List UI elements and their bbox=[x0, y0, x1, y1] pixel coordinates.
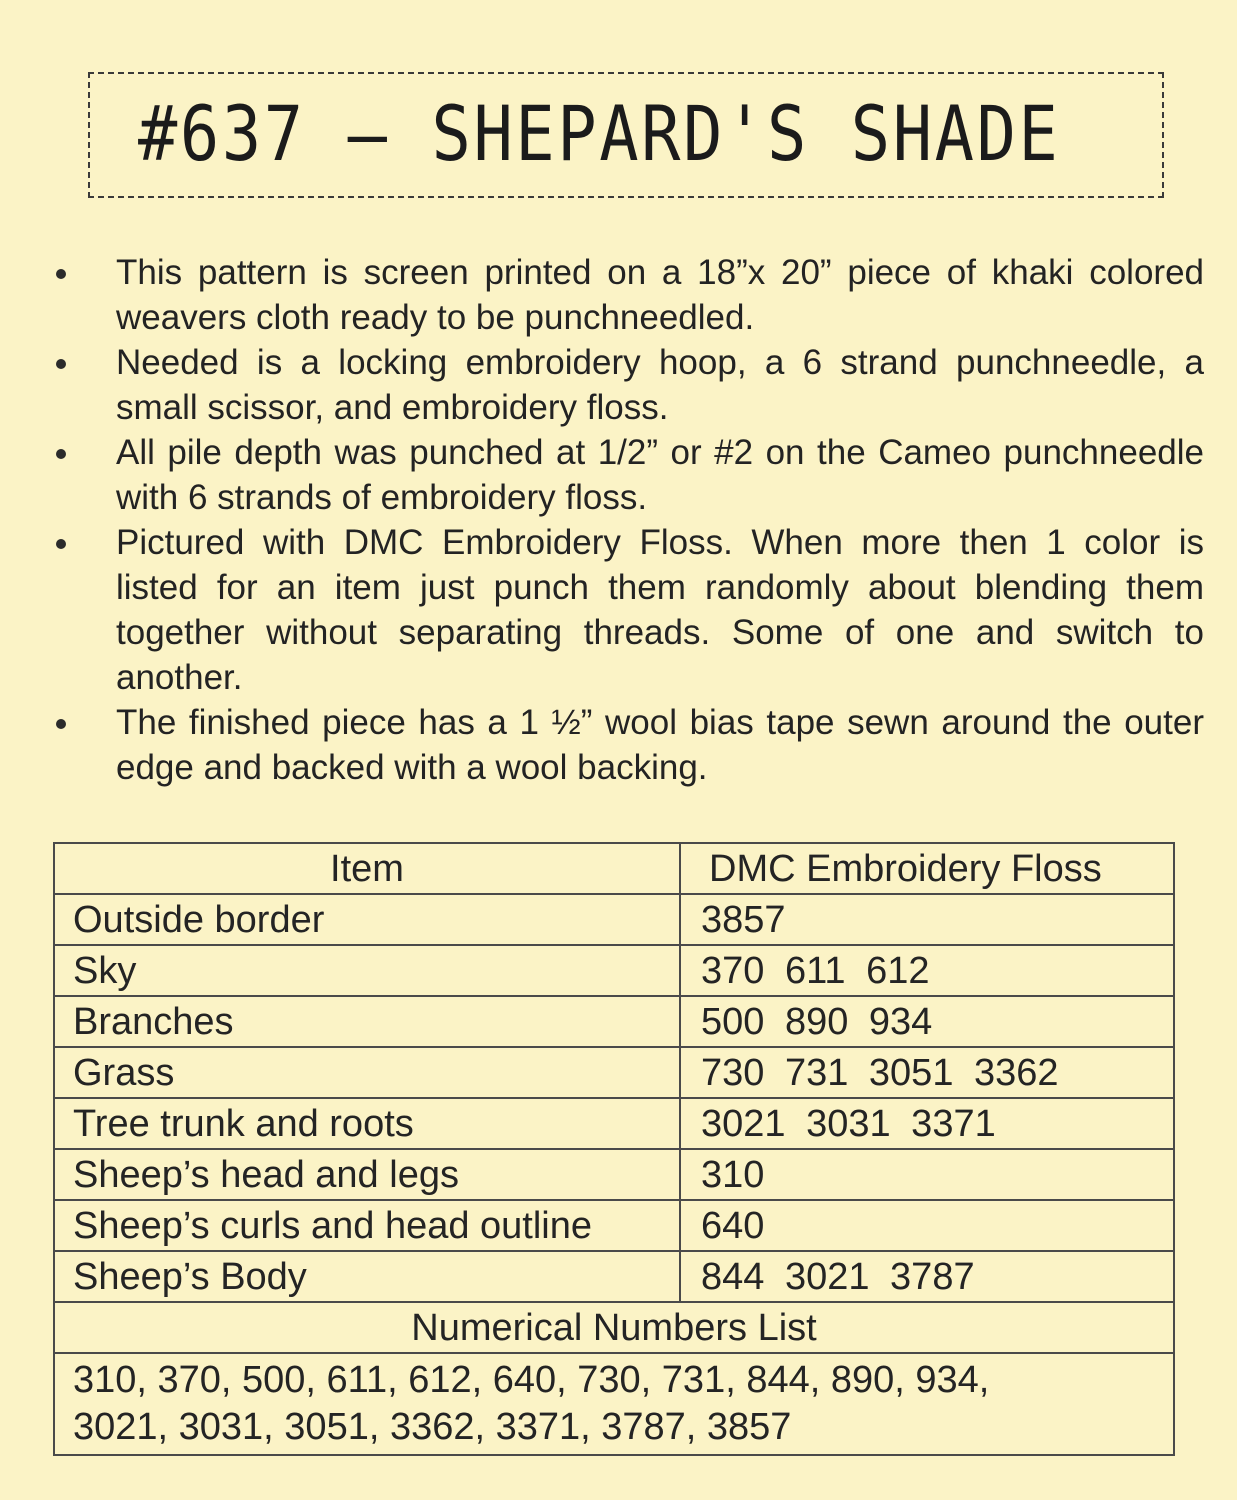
numbers-row bbox=[54, 1353, 1174, 1455]
item-cell: Outside border bbox=[54, 894, 680, 945]
table-row bbox=[54, 945, 1174, 996]
item-cell: Sheep’s head and legs bbox=[54, 1149, 680, 1200]
table-header-row bbox=[54, 843, 1174, 894]
instruction-item: This pattern is screen printed on a 18”x 20” piece of khaki colored weavers cloth ready to be punchneedled. bbox=[52, 250, 1204, 340]
table-row bbox=[54, 1047, 1174, 1098]
instruction-item: Needed is a locking embroidery hoop, a 6 strand punchneedle, a small scissor, and embroidery floss. bbox=[52, 340, 1204, 430]
page-title: #637 – SHEPARD'S SHADE bbox=[138, 89, 1061, 178]
column-header-item: Item bbox=[54, 843, 680, 894]
floss-cell: 500 890 934 bbox=[680, 996, 1174, 1047]
numbers-line: 310, 370, 500, 611, 612, 640, 730, 731, 844, 890, 934, bbox=[73, 1359, 990, 1401]
floss-cell: 730 731 3051 3362 bbox=[680, 1047, 1174, 1098]
numbers-heading: Numerical Numbers List bbox=[54, 1302, 1174, 1353]
table-row bbox=[54, 1200, 1174, 1251]
item-cell: Tree trunk and roots bbox=[54, 1098, 680, 1149]
floss-cell: 370 611 612 bbox=[680, 945, 1174, 996]
column-header-floss: DMC Embroidery Floss bbox=[680, 843, 1174, 894]
numbers-list bbox=[54, 1353, 1174, 1455]
item-cell: Grass bbox=[54, 1047, 680, 1098]
floss-cell: 3021 3031 3371 bbox=[680, 1098, 1174, 1149]
floss-cell: 3857 bbox=[680, 894, 1174, 945]
table-row bbox=[54, 894, 1174, 945]
floss-cell: 844 3021 3787 bbox=[680, 1251, 1174, 1302]
numbers-line: 3021, 3031, 3051, 3362, 3371, 3787, 3857 bbox=[73, 1406, 792, 1448]
instructions-list bbox=[52, 250, 1204, 790]
item-cell: Sheep’s Body bbox=[54, 1251, 680, 1302]
floss-cell: 640 bbox=[680, 1200, 1174, 1251]
instruction-item: Pictured with DMC Embroidery Floss. When more then 1 color is listed for an item just punch them randomly about blending them together without separating threads. Some of one and switch to another. bbox=[52, 520, 1204, 700]
table-row bbox=[54, 1149, 1174, 1200]
item-cell: Sheep’s curls and head outline bbox=[54, 1200, 680, 1251]
table-row bbox=[54, 996, 1174, 1047]
item-cell: Sky bbox=[54, 945, 680, 996]
title-box bbox=[88, 72, 1164, 198]
instruction-item: The finished piece has a 1 ½” wool bias tape sewn around the outer edge and backed with a wool backing. bbox=[52, 700, 1204, 790]
table-row bbox=[54, 1251, 1174, 1302]
table-row bbox=[54, 1098, 1174, 1149]
floss-table bbox=[53, 842, 1175, 1456]
numbers-heading-row bbox=[54, 1302, 1174, 1353]
floss-cell: 310 bbox=[680, 1149, 1174, 1200]
item-cell: Branches bbox=[54, 996, 680, 1047]
instruction-item: All pile depth was punched at 1/2” or #2 on the Cameo punchneedle with 6 strands of embroidery floss. bbox=[52, 430, 1204, 520]
